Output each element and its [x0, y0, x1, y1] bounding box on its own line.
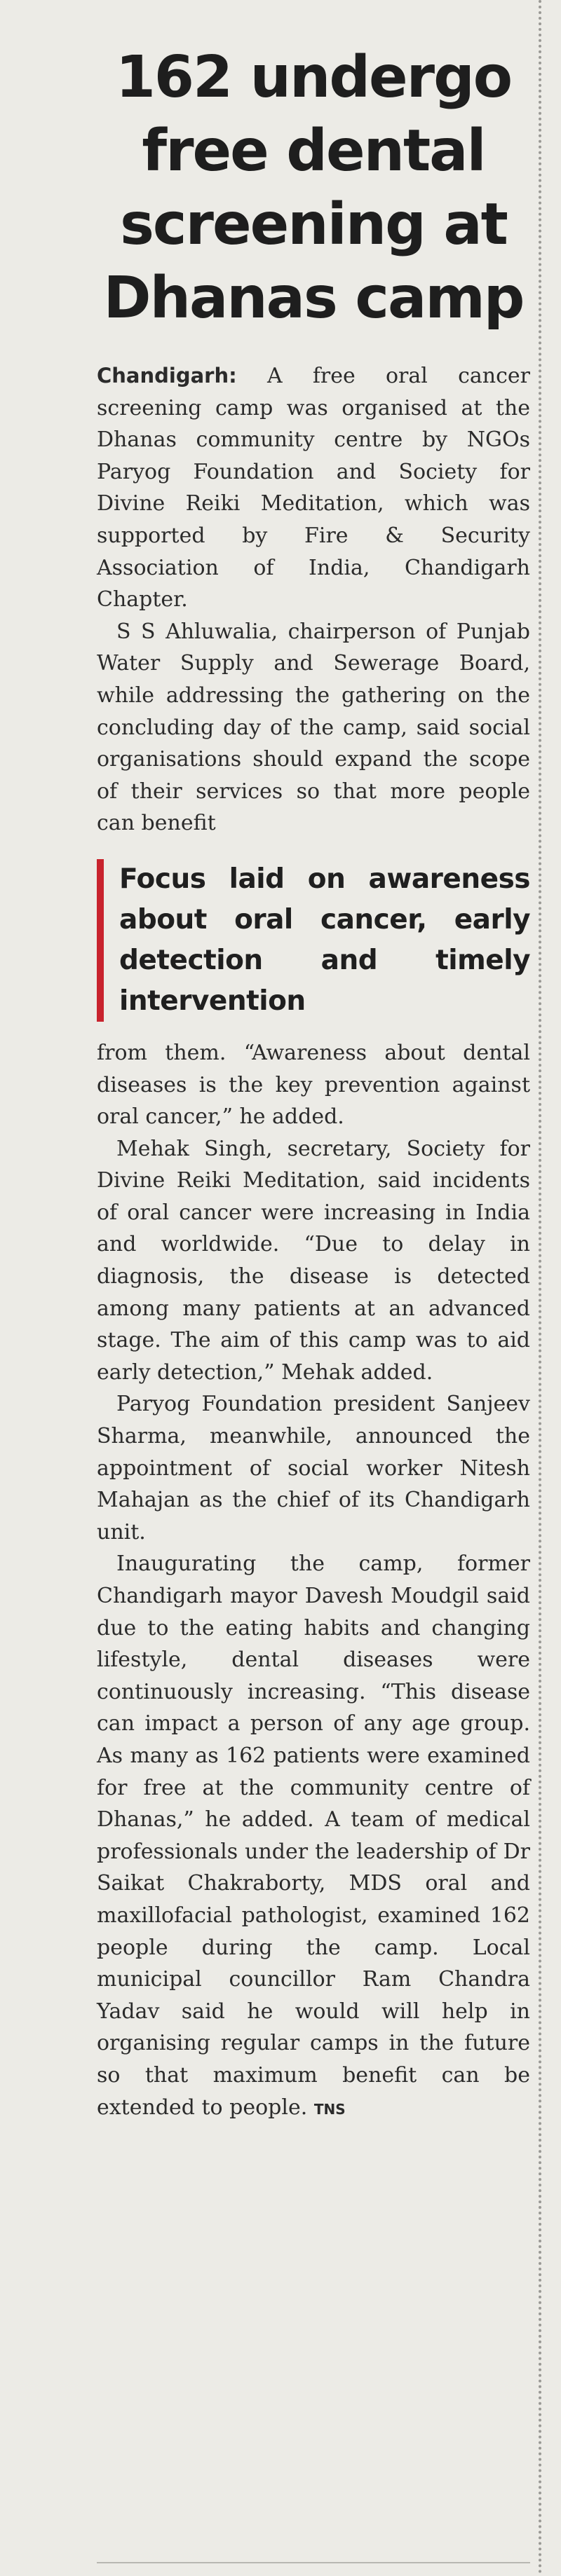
pull-quote: [97, 859, 530, 1022]
paragraph-2: S S Ahluwalia, chairperson of Punjab Water Supply and Sewerage Board, while addressing the gathering on the concluding day of the camp, said social organisations should expand the scope of their services so that more people can benefit: [97, 619, 530, 836]
pull-quote-accent-bar: [97, 859, 104, 1022]
column-divider: [539, 0, 541, 2576]
agency-credit: TNS: [313, 2100, 346, 2118]
article-headline: 162 undergo free dental screening at Dhanas camp: [103, 44, 524, 331]
article-body: [97, 360, 530, 2125]
paragraph-3: Mehak Singh, secretary, Society for Divine Reiki Meditation, said incidents of oral cancer were increasing in India and worldwide. “Due to delay in diagnosis, the disease is detected among many patients at an advanced stage. The aim of this camp was to aid early detection,” Mehak added.: [97, 1136, 530, 1385]
paragraph-5: [97, 1548, 530, 2125]
paragraph-1: [97, 360, 530, 616]
paragraph-5-text: Inaugurating the camp, former Chandigarh mayor Davesh Moudgil said due to the eating habits and changing lifestyle, dental diseases were continuously increasing. “This disease can impact a person of any age group. As many as 162 patients were examined for free at the community centre of Dhanas,” he added. A team of medical professionals under the leadership of Dr Saikat Chakraborty, MDS oral and maxillofacial pathologist, examined 162 people during the camp. Local municipal councillor Ram Chandra Yadav said he would will help in organising regular camps in the future so that maximum benefit can be extended to people.: [97, 1551, 530, 2120]
pull-quote-text: Focus laid on awareness about oral cancer, early detection and timely intervention: [119, 863, 530, 1017]
paragraph-4: Paryog Foundation president Sanjeev Sharma, meanwhile, announced the appointment of social worker Nitesh Mahajan as the chief of its Chandigarh unit.: [97, 1392, 530, 1544]
bottom-rule: [97, 2562, 530, 2563]
dateline: Chandigarh:: [97, 364, 237, 388]
paragraph-2-continued: from them. “Awareness about dental diseases is the key prevention against oral cancer,” he added.: [97, 1040, 530, 1130]
paragraph-1-text: A free oral cancer screening camp was organised at the Dhanas community centre by NGOs Paryog Foundation and Society for Divine Reiki Meditation, which was supported by Fire & Security Association of India, Chandigarh Chapter.: [97, 364, 530, 612]
